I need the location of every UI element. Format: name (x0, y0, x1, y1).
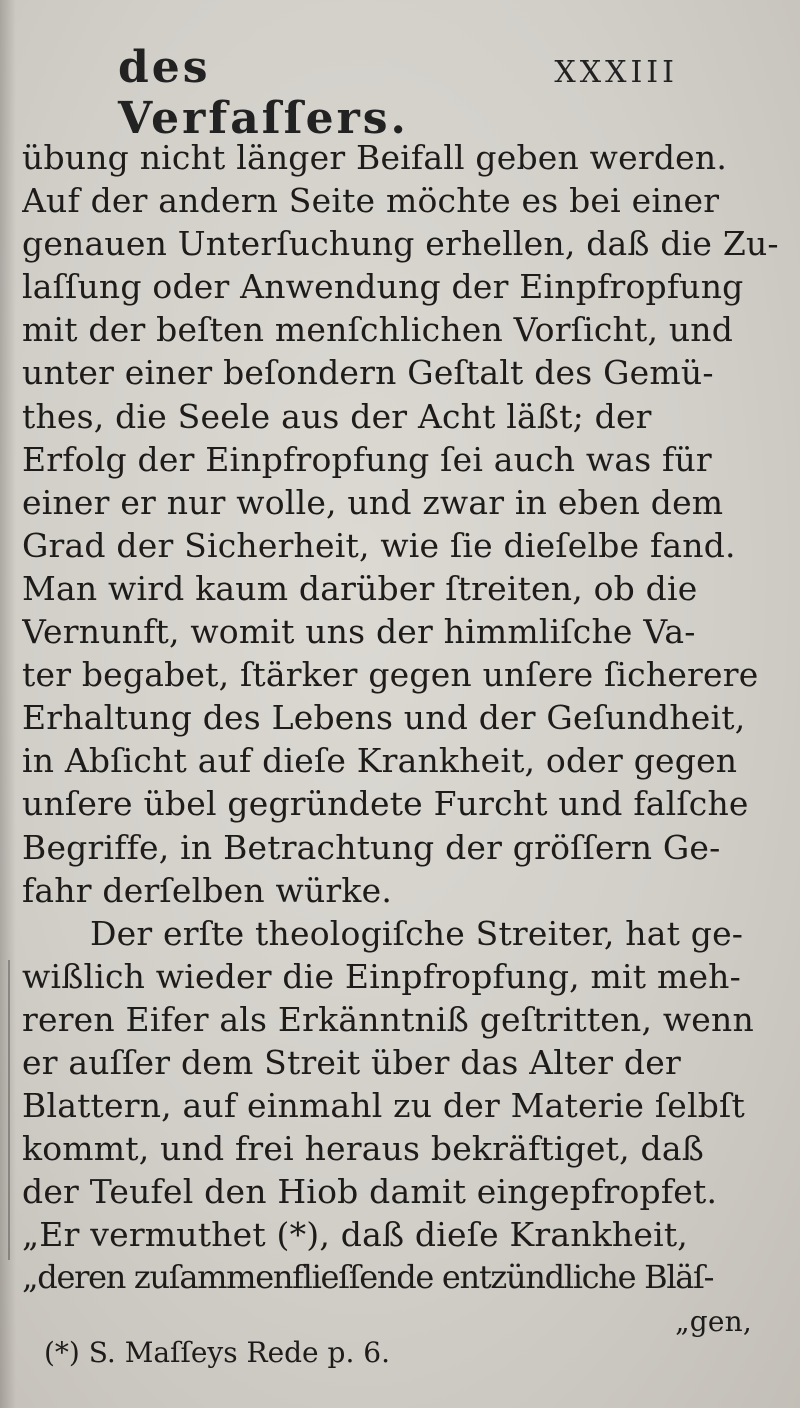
text-line: Der erſte theologiſche Streiter, hat ge- (90, 913, 744, 953)
catchword: „gen, (675, 1304, 752, 1338)
running-head-title: des Verfaſſers. (118, 42, 409, 144)
text-line: „Er vermuthet (*), daß dieſe Krankheit, (22, 1215, 688, 1255)
text-line: kommt, und frei heraus bekräftiget, daß (22, 1129, 704, 1169)
text-line: Erhaltung des Lebens und der Geſundheit, (22, 698, 746, 738)
text-line: Grad der Sicherheit, wie ſie dieſelbe fand. (22, 525, 736, 565)
text-line: „deren zuſammenflieſſende entzündliche Bläſ- (22, 1258, 714, 1297)
text-line: wißlich wieder die Einpfropfung, mit meh- (22, 956, 741, 996)
footnote: (*) S. Maſſeys Rede p. 6. (44, 1336, 390, 1369)
text-line: mit der beſten menſchlichen Vorſicht, und (22, 310, 734, 350)
text-line: unter einer beſondern Geſtalt des Gemü- (22, 353, 714, 393)
text-line: unſere übel gegründete Furcht und falſche (22, 784, 749, 824)
text-line: Man wird kaum darüber ſtreiten, ob die (22, 568, 698, 608)
text-line: Begriffe, in Betrachtung der gröſſern Ge- (22, 827, 721, 867)
text-line: der Teufel den Hiob damit eingepfropfet. (22, 1172, 718, 1212)
text-line: reren Eifer als Erkänntniß geſtritten, wenn (22, 999, 754, 1039)
text-line: fahr derſelben würke. (22, 870, 393, 910)
text-line: übung nicht länger Beifall geben werden. (22, 138, 728, 177)
text-line: Auf der andern Seite möchte es bei einer (22, 181, 720, 221)
text-line: ter begabet, ſtärker gegen unſere ſicherere (22, 655, 759, 695)
margin-mark (8, 960, 10, 1260)
text-line: in Abſicht auf dieſe Krankheit, oder gegen (22, 741, 738, 781)
text-line: genauen Unterſuchung erhellen, daß die Zu- (22, 224, 779, 264)
text-line: laſſung oder Anwendung der Einpfropfung (22, 267, 744, 307)
body-text (22, 136, 782, 1343)
text-line: Erfolg der Einpfropfung ſei auch was für (22, 439, 712, 479)
text-line: einer er nur wolle, und zwar in eben dem (22, 482, 724, 522)
text-line: thes, die Seele aus der Acht läßt; der (22, 396, 652, 436)
text-line: Vernunft, womit uns der himmliſche Va- (22, 612, 696, 652)
page-number: XXXIII (554, 55, 678, 90)
text-line: Blattern, auf einmahl zu der Materie ſelbſt (22, 1086, 745, 1126)
text-line: er auſſer dem Streit über das Alter der (22, 1042, 681, 1082)
running-head (118, 42, 678, 144)
